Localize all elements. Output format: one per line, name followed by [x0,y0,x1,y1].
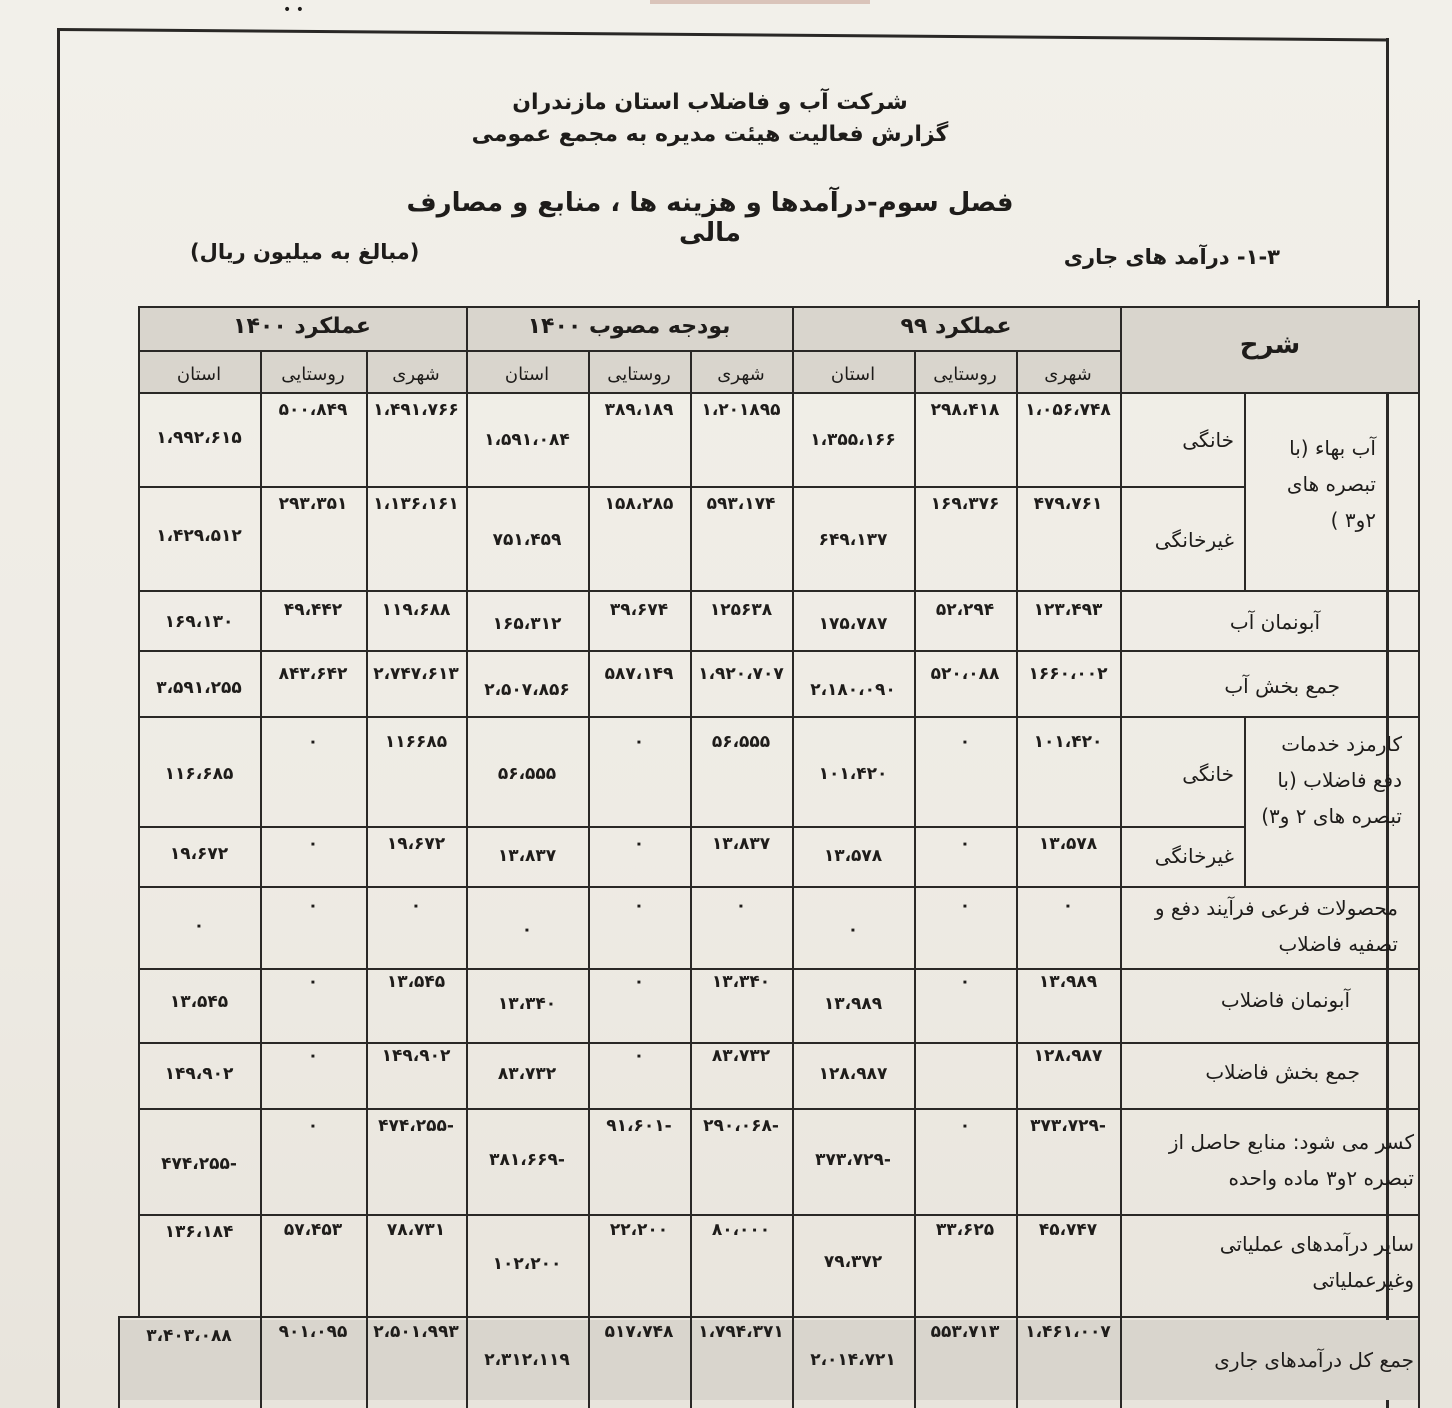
cell: ۵۶،۵۵۵ [711,732,771,752]
label-water-subscription: آبونمان آب [1229,610,1320,634]
cell: ۰ [307,1116,319,1136]
cell: ۰ [307,1046,319,1066]
cell: ۲،۵۰۷،۸۵۶ [484,680,570,700]
cell: ۷۹،۳۷۲ [823,1252,883,1272]
sub-urban-99: شهری [1044,364,1092,385]
cell: ۷۸،۷۳۱ [386,1220,446,1240]
cell: ۰ [193,916,205,936]
cell: ۱۳،۸۳۷ [711,834,771,854]
cell: ۳۸۹،۱۸۹ [604,400,674,420]
cell: ۵۷،۴۵۳ [283,1220,343,1240]
cell: ۱۲۳،۴۹۳ [1033,600,1103,620]
cell: ۸۰،۰۰۰ [711,1220,771,1240]
cell: -۳۷۳،۷۲۹ [1030,1116,1106,1136]
cell: ۱۳،۵۷۸ [823,846,883,866]
sub-province-99: استان [830,364,876,385]
cell: ۰ [633,732,645,752]
cell: ۴۹،۴۴۲ [283,600,343,620]
cell: ۰ [307,732,319,752]
cell: ۱۳،۳۴۰ [711,972,771,992]
sub-rural-a: روستایی [281,364,345,385]
cell: ۵۶،۵۵۵ [497,764,557,784]
cell: ۰ [307,972,319,992]
cell: ۱۰۲،۲۰۰ [492,1254,562,1274]
cell: ۵۹۳،۱۷۴ [706,494,776,514]
cell: ۱۴۹،۹۰۲ [381,1046,451,1066]
cell: ۱،۴۲۹،۵۱۲ [156,526,242,546]
cell: ۱۱۶۶۸۵ [384,732,448,752]
group-budget-1400: بودجه مصوب ۱۴۰۰ [527,314,731,339]
cell: ۱،۵۹۱،۰۸۴ [484,430,570,450]
unit-note: (مبالغ به میلیون ریال) [190,240,420,264]
label-non-household-2: غیرخانگی [1154,844,1234,868]
cell: ۱،۳۵۵،۱۶۶ [810,430,896,450]
cell: ۵۲۰،۰۸۸ [930,664,1000,684]
cell: ۱۶۹،۳۷۶ [930,494,1000,514]
cell: ۱۰۱،۴۲۰ [818,764,888,784]
group-actual-99: عملکرد ۹۹ [900,314,1012,339]
cell: ۱۳،۹۸۹ [823,994,883,1014]
cell: ۱،۷۹۴،۳۷۱ [698,1322,784,1342]
label-non-household: غیرخانگی [1154,528,1234,552]
cell: ۳،۴۰۳،۰۸۸ [146,1326,232,1346]
cell: ۰ [307,834,319,854]
cell: ۱۳،۸۳۷ [497,846,557,866]
cell: ۱،۴۹۱،۷۶۶ [373,400,459,420]
cell: ۵۲،۲۹۴ [935,600,995,620]
report-title: گزارش فعالیت هیئت مدیره به مجمع عمومی [471,122,949,147]
cell: ۰ [633,834,645,854]
cell: ۱۶۵،۳۱۲ [492,614,562,634]
cell: ۸۳،۷۳۲ [497,1064,557,1084]
cell: ۱۲۸،۹۸۷ [818,1064,888,1084]
cell: ۰ [959,1116,971,1136]
cell: ۲۲،۲۰۰ [609,1220,669,1240]
sub-province-b: استان [504,364,550,385]
cell: ۱۲۵۶۳۸ [709,600,773,620]
cell: ۱۰۱،۴۲۰ [1033,732,1103,752]
sub-rural-b: روستایی [607,364,671,385]
chapter-title: فصل سوم-درآمدها و هزینه ها ، منابع و مصارف مالی [406,188,1014,248]
cell: ۰ [307,896,319,916]
group-actual-1400: عملکرد ۱۴۰۰ [233,314,371,339]
cell: ۴۵،۷۴۷ [1038,1220,1098,1240]
cell: -۴۷۴،۲۵۵ [161,1154,237,1174]
cell: ۱۱۶،۶۸۵ [164,764,234,784]
label-other: سایر درآمدهای عملیاتی وغیرعملیاتی [1219,1232,1414,1292]
cell: ۰ [521,920,533,940]
cell: ۰ [633,896,645,916]
label-water-total: جمع بخش آب [1224,674,1340,698]
cell: ۰ [633,1046,645,1066]
cell: ۱۱۹،۶۸۸ [381,600,451,620]
cell: ۲،۳۱۲،۱۱۹ [484,1350,570,1370]
cell: ۰ [633,972,645,992]
cell: ۲،۵۰۱،۹۹۳ [373,1322,459,1342]
cell: ۳۳،۶۲۵ [935,1220,995,1240]
cell: ۲،۷۴۷،۶۱۳ [373,664,459,684]
cell: ۱۳۶،۱۸۴ [164,1222,234,1242]
cell: ۵۰۰،۸۴۹ [278,400,348,420]
cell: ۱۹،۶۷۲ [169,844,229,864]
label-byproducts: محصولات فرعی فرآیند دفع و تصفیه فاضلاب [1154,896,1398,956]
cell: ۰ [847,920,859,940]
cell: ۹۰۱،۰۹۵ [278,1322,348,1342]
cell: ۱،۹۹۲،۶۱۵ [156,428,242,448]
cell: ۰ [959,972,971,992]
cell: ۱،۴۶۱،۰۰۷ [1025,1322,1111,1342]
sub-rural-99: روستایی [933,364,997,385]
cell: ۱۷۵،۷۸۷ [818,614,888,634]
sub-urban-a: شهری [392,364,440,385]
cell: -۴۷۴،۲۵۵ [378,1116,454,1136]
section-title: ۱-۳- درآمد های جاری [1063,245,1280,269]
cell: ۱۳،۹۸۹ [1038,972,1098,992]
cell: ۱۴۹،۹۰۲ [164,1064,234,1084]
scan-dots: • • [283,2,304,18]
cell: ۱۳،۵۴۵ [386,972,446,992]
cell: ۶۴۹،۱۳۷ [818,530,888,550]
label-sewage-total: جمع بخش فاضلاب [1205,1060,1360,1084]
sub-urban-b: شهری [717,364,765,385]
cell: ۷۵۱،۴۵۹ [492,530,562,550]
cell: ۰ [1062,896,1074,916]
cell: -۹۱،۶۰۱ [606,1116,672,1136]
label-household: خانگی [1182,428,1234,452]
cell: ۱،۰۵۶،۷۴۸ [1025,400,1111,420]
cell: ۱۵۸،۲۸۵ [604,494,674,514]
cell: ۲۹۳،۳۵۱ [278,494,348,514]
cell: ۸۴۳،۶۴۲ [278,664,348,684]
cell: ۸۳،۷۳۲ [711,1046,771,1066]
cell: ۲،۰۱۴،۷۲۱ [810,1350,896,1370]
company-title: شرکت آب و فاضلاب استان مازندران [512,90,908,115]
label-household-2: خانگی [1182,762,1234,786]
label-sewage-fee-group: کارمزد خدمات دفع فاضلاب (با تبصره های ۲ و۳) [1261,732,1402,828]
cell: -۳۸۱،۶۶۹ [489,1150,565,1170]
label-sewage-subscription: آبونمان فاضلاب [1220,988,1350,1012]
cell: ۰ [959,834,971,854]
cell: ۱،۹۲۰،۷۰۷ [698,664,784,684]
cell: ۰ [959,896,971,916]
cell: ۳۹،۶۷۴ [609,600,669,620]
cell: ۴۷۹،۷۶۱ [1033,494,1103,514]
col-title: شرح [1239,330,1301,360]
cell: ۵۱۷،۷۴۸ [604,1322,674,1342]
cell: -۳۷۳،۷۲۹ [815,1150,891,1170]
cell: ۲،۱۸۰،۰۹۰ [810,680,896,700]
cell: ۰ [735,896,747,916]
cell: ۱۳،۵۴۵ [169,992,229,1012]
label-water-fee-group: آب بهاء (با تبصره های ۲و۳ ) [1286,436,1376,532]
cell: ۲۹۸،۴۱۸ [930,400,1000,420]
cell: ۱۳،۵۷۸ [1038,834,1098,854]
cell: ۰ [410,896,422,916]
cell: ۱۹،۶۷۲ [386,834,446,854]
cell: ۱۲۸،۹۸۷ [1033,1046,1103,1066]
cell: ۵۵۳،۷۱۳ [930,1322,1000,1342]
cell: -۲۹۰،۰۶۸ [703,1116,779,1136]
cell: ۱۶۶۰،۰۰۲ [1028,664,1108,684]
sub-province-a: استان [176,364,222,385]
cell: ۰ [959,732,971,752]
cell: ۱،۱۳۶،۱۶۱ [373,494,459,514]
cell: ۳،۵۹۱،۲۵۵ [156,678,242,698]
cell: ۱۶۹،۱۳۰ [164,612,234,632]
label-grand-total: جمع کل درآمدهای جاری [1214,1348,1414,1372]
label-deduct: کسر می شود: منابع حاصل از تبصره ۲و۳ ماده واحده [1168,1130,1414,1190]
cell: ۱۳،۳۴۰ [497,994,557,1014]
cell: ۵۸۷،۱۴۹ [604,664,674,684]
cell: ۱،۲۰۱۸۹۵ [701,400,781,420]
